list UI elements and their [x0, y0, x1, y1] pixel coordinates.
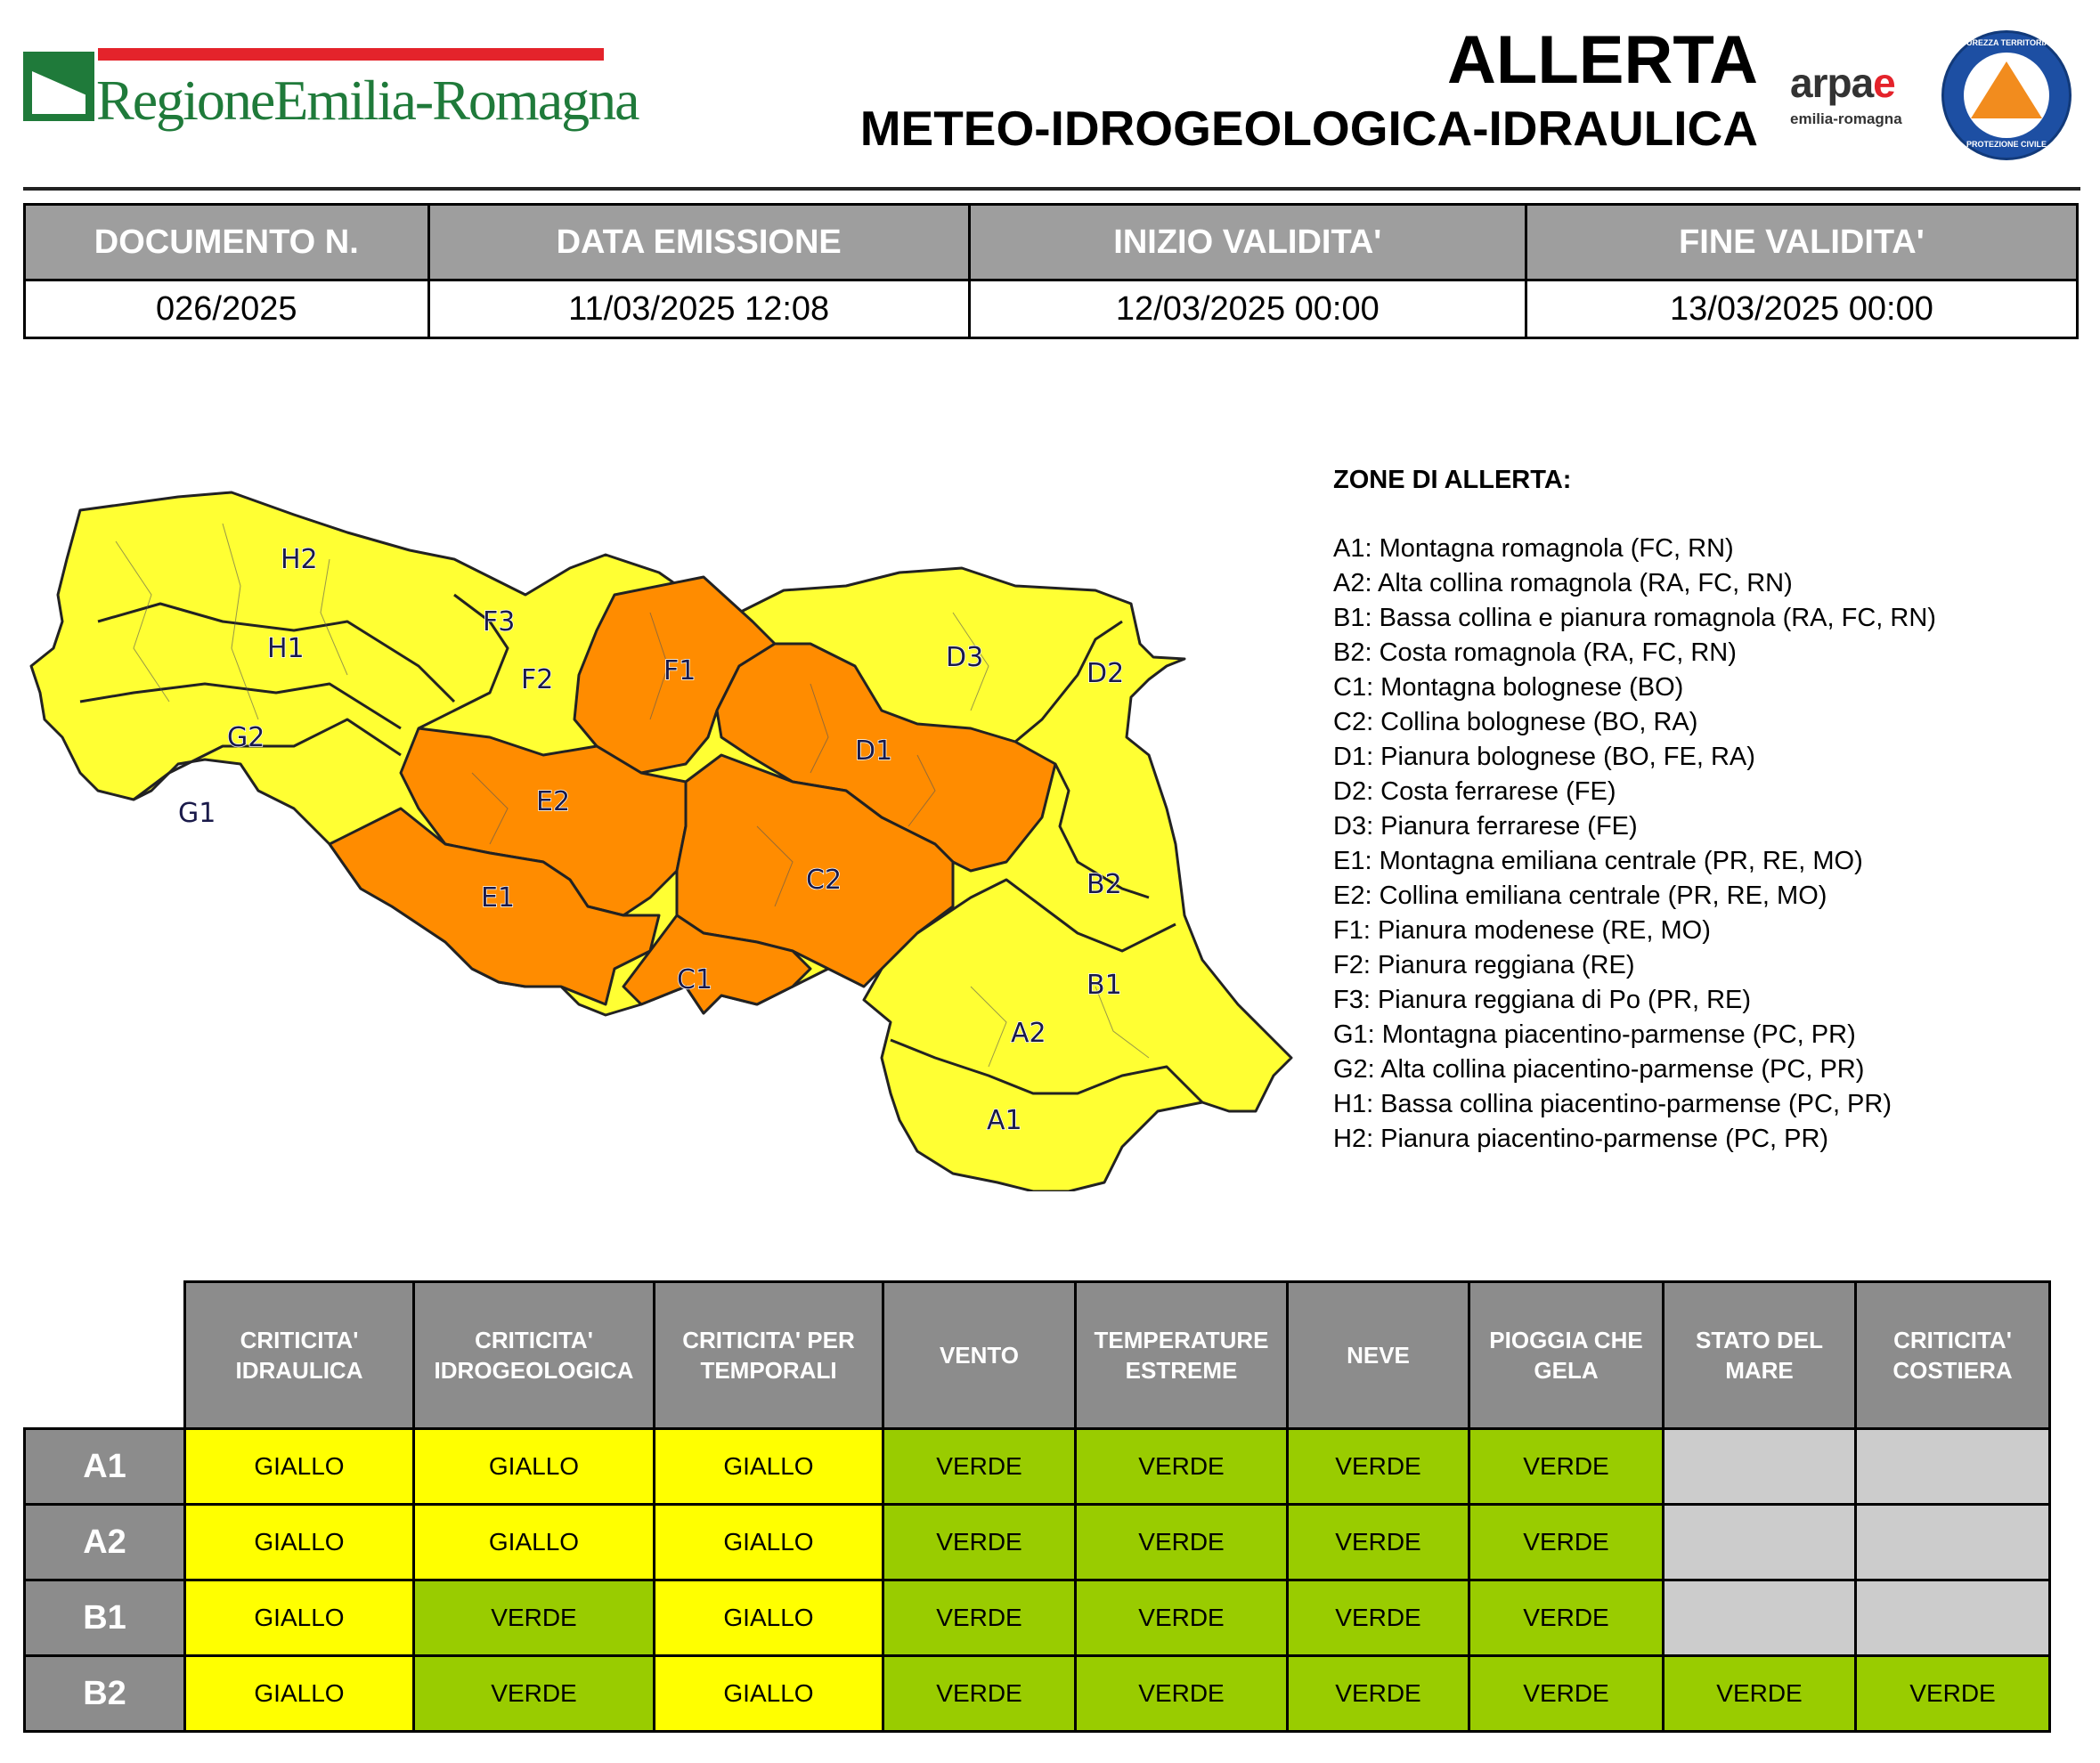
- criticity-header-2: CRITICITA' PER TEMPORALI: [655, 1282, 883, 1429]
- page-subtitle: METEO-IDROGEOLOGICA-IDRAULICA: [859, 101, 1758, 156]
- level-cell: [1856, 1429, 2050, 1505]
- doc-number-header: DOCUMENTO N.: [25, 205, 429, 280]
- level-cell: [1856, 1580, 2050, 1656]
- criticity-header-4: TEMPERATURE ESTREME: [1076, 1282, 1288, 1429]
- level-cell: VERDE: [883, 1505, 1076, 1580]
- document-info-table: [23, 203, 2079, 339]
- zone-item-e2: E2: Collina emiliana centrale (PR, RE, MO): [1333, 882, 1827, 910]
- level-cell: GIALLO: [185, 1505, 414, 1580]
- validity-start-header: INIZIO VALIDITA': [969, 205, 1526, 280]
- logo-flag-icon: [23, 52, 94, 121]
- table-row: [25, 1429, 2050, 1505]
- zone-item-g2: G2: Alta collina piacentino-parmense (PC, PR): [1333, 1055, 1865, 1084]
- level-cell: GIALLO: [414, 1429, 655, 1505]
- map-label-f1: F1: [663, 655, 696, 687]
- level-cell: [1664, 1580, 1856, 1656]
- zone-item-c2: C2: Collina bolognese (BO, RA): [1333, 708, 1698, 736]
- level-cell: VERDE: [1288, 1505, 1469, 1580]
- level-cell: VERDE: [1288, 1580, 1469, 1656]
- zone-item-h2: H2: Pianura piacentino-parmense (PC, PR): [1333, 1125, 1829, 1153]
- zone-item-c1: C1: Montagna bolognese (BO): [1333, 673, 1684, 702]
- criticity-header-3: VENTO: [883, 1282, 1076, 1429]
- map-label-c1: C1: [677, 964, 713, 995]
- level-cell: VERDE: [1076, 1505, 1288, 1580]
- protezione-civile-logo: SICUREZZA TERRITORIALE PROTEZIONE CIVILE: [1941, 30, 2072, 160]
- criticity-header-7: STATO DEL MARE: [1664, 1282, 1856, 1429]
- criticity-header-8: CRITICITA' COSTIERA: [1856, 1282, 2050, 1429]
- level-cell: VERDE: [883, 1580, 1076, 1656]
- criticity-header-0: CRITICITA' IDRAULICA: [185, 1282, 414, 1429]
- level-cell: VERDE: [1288, 1656, 1469, 1732]
- map-label-h1: H1: [267, 633, 305, 664]
- zone-item-b2: B2: Costa romagnola (RA, FC, RN): [1333, 638, 1737, 667]
- issue-date-value: 11/03/2025 12:08: [428, 280, 969, 338]
- criticity-table: [23, 1280, 2051, 1733]
- zone-item-a2: A2: Alta collina romagnola (RA, FC, RN): [1333, 569, 1793, 597]
- map-label-d3: D3: [946, 642, 984, 673]
- blank-corner-cell: [25, 1282, 185, 1429]
- map-label-d1: D1: [855, 735, 893, 767]
- zone-cell: A1: [25, 1429, 185, 1505]
- level-cell: GIALLO: [655, 1656, 883, 1732]
- zone-item-a1: A1: Montagna romagnola (FC, RN): [1333, 534, 1734, 563]
- level-cell: [1664, 1429, 1856, 1505]
- criticity-header-1: CRITICITA' IDROGEOLOGICA: [414, 1282, 655, 1429]
- alert-zones-map: [27, 488, 1300, 1191]
- map-label-b1: B1: [1087, 970, 1122, 1001]
- map-label-g2: G2: [227, 722, 265, 753]
- level-cell: VERDE: [1469, 1429, 1664, 1505]
- map-label-f2: F2: [521, 664, 554, 695]
- zone-item-d1: D1: Pianura bolognese (BO, FE, RA): [1333, 743, 1755, 771]
- level-cell: VERDE: [1469, 1656, 1664, 1732]
- level-cell: GIALLO: [185, 1656, 414, 1732]
- level-cell: VERDE: [1469, 1580, 1664, 1656]
- header-divider: [23, 187, 2080, 191]
- logo-text: RegioneEmilia-Romagna: [96, 69, 639, 132]
- zone-item-f2: F2: Pianura reggiana (RE): [1333, 951, 1635, 979]
- map-label-h2: H2: [281, 544, 318, 575]
- level-cell: GIALLO: [185, 1580, 414, 1656]
- level-cell: [1664, 1505, 1856, 1580]
- level-cell: [1856, 1505, 2050, 1580]
- map-label-f3: F3: [483, 606, 516, 638]
- zone-cell: B2: [25, 1656, 185, 1732]
- level-cell: VERDE: [1288, 1429, 1469, 1505]
- validity-end-value: 13/03/2025 00:00: [1526, 280, 2077, 338]
- zone-item-b1: B1: Bassa collina e pianura romagnola (RA, FC, RN): [1333, 604, 1936, 632]
- validity-end-header: FINE VALIDITA': [1526, 205, 2077, 280]
- level-cell: GIALLO: [414, 1505, 655, 1580]
- zones-legend-title: ZONE DI ALLERTA:: [1333, 466, 1572, 494]
- regione-emilia-romagna-logo: [23, 48, 639, 137]
- zone-cell: B1: [25, 1580, 185, 1656]
- level-cell: VERDE: [1469, 1505, 1664, 1580]
- logo-red-bar: [98, 48, 604, 61]
- zone-item-e1: E1: Montagna emiliana centrale (PR, RE, MO): [1333, 847, 1863, 875]
- map-label-c2: C2: [806, 865, 842, 896]
- level-cell: VERDE: [1076, 1580, 1288, 1656]
- zone-item-d2: D2: Costa ferrarese (FE): [1333, 777, 1616, 806]
- level-cell: GIALLO: [185, 1429, 414, 1505]
- table-row: [25, 1656, 2050, 1732]
- issue-date-header: DATA EMISSIONE: [428, 205, 969, 280]
- criticity-header-6: PIOGGIA CHE GELA: [1469, 1282, 1664, 1429]
- level-cell: VERDE: [1076, 1429, 1288, 1505]
- arpae-wordmark: arpae: [1790, 60, 1895, 106]
- map-label-a2: A2: [1011, 1018, 1046, 1049]
- arpae-logo: [1790, 62, 1933, 134]
- level-cell: VERDE: [883, 1429, 1076, 1505]
- level-cell: VERDE: [1856, 1656, 2050, 1732]
- page-title: ALLERTA: [1447, 22, 1758, 98]
- zone-item-d3: D3: Pianura ferrarese (FE): [1333, 812, 1638, 841]
- map-label-b2: B2: [1087, 869, 1122, 900]
- level-cell: VERDE: [1664, 1656, 1856, 1732]
- level-cell: VERDE: [883, 1656, 1076, 1732]
- level-cell: GIALLO: [655, 1505, 883, 1580]
- map-label-g1: G1: [178, 798, 216, 829]
- map-label-a1: A1: [987, 1105, 1022, 1136]
- table-row: [25, 1580, 2050, 1656]
- level-cell: VERDE: [1076, 1656, 1288, 1732]
- arpae-subtitle: emilia-romagna: [1790, 110, 1902, 127]
- level-cell: GIALLO: [655, 1580, 883, 1656]
- level-cell: VERDE: [414, 1580, 655, 1656]
- zone-item-f1: F1: Pianura modenese (RE, MO): [1333, 916, 1711, 945]
- zones-legend: [1333, 463, 2081, 1157]
- doc-number-value: 026/2025: [25, 280, 429, 338]
- validity-start-value: 12/03/2025 00:00: [969, 280, 1526, 338]
- zone-item-h1: H1: Bassa collina piacentino-parmense (PC, PR): [1333, 1090, 1892, 1118]
- zone-cell: A2: [25, 1505, 185, 1580]
- map-label-e2: E2: [536, 786, 571, 817]
- criticity-header-5: NEVE: [1288, 1282, 1469, 1429]
- zone-item-f3: F3: Pianura reggiana di Po (PR, RE): [1333, 986, 1752, 1014]
- level-cell: VERDE: [414, 1656, 655, 1732]
- level-cell: GIALLO: [655, 1429, 883, 1505]
- map-label-e1: E1: [481, 882, 516, 914]
- map-label-d2: D2: [1087, 658, 1125, 689]
- zone-item-g1: G1: Montagna piacentino-parmense (PC, PR): [1333, 1020, 1856, 1049]
- table-row: [25, 1505, 2050, 1580]
